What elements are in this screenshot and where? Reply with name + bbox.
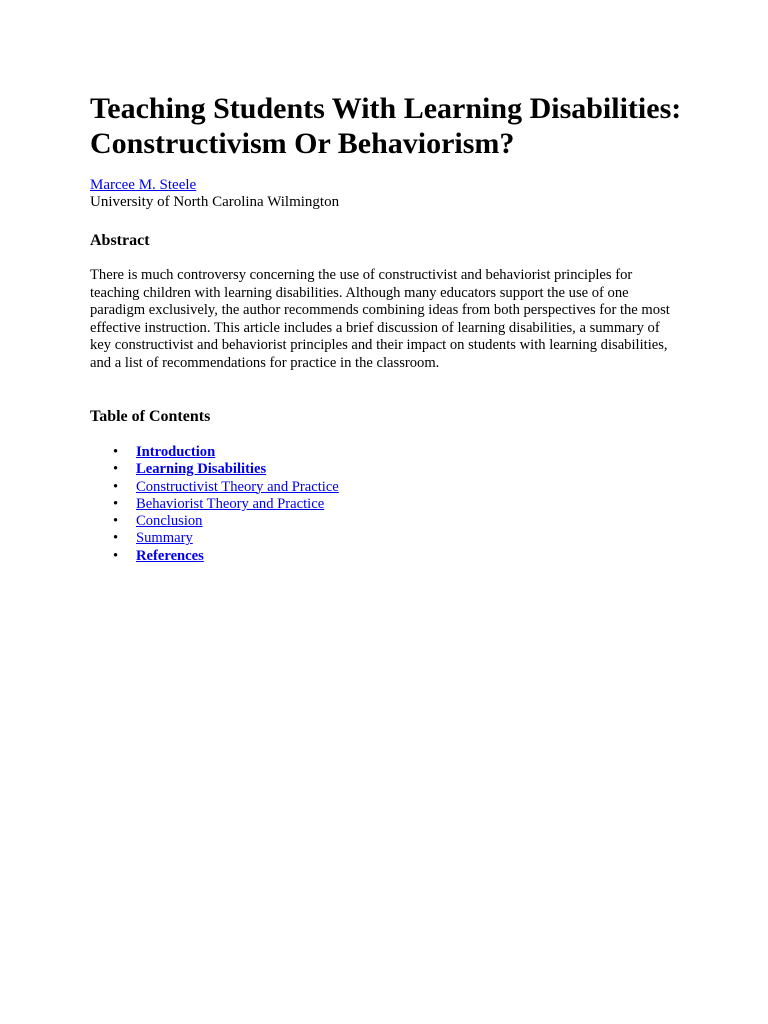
bullet-icon: • <box>113 478 119 495</box>
toc-link-constructivist-theory[interactable]: Constructivist Theory and Practice <box>136 478 339 495</box>
toc-item-learning-disabilities <box>113 461 339 478</box>
abstract-text: There is much controversy concerning the use of constructivist and behaviorist principles for teaching children with learning disabilities. Although many educators support the use of one paradigm exclusively, the author recommends combining ideas from both perspectives for the most effective instruction. This article includes a brief discussion of learning disabilities, a summary of key constructivist and behaviorist principles and their impact on students with learning disabilities, and a list of recommendations for practice in the classroom. <box>90 267 670 371</box>
toc-link-learning-disabilities[interactable]: Learning Disabilities <box>136 461 267 478</box>
toc-item-introduction <box>113 444 339 461</box>
toc-item-constructivist-theory <box>113 478 339 496</box>
author-affiliation: University of North Carolina Wilmington <box>90 194 340 210</box>
toc-item-behaviorist-theory <box>113 495 339 513</box>
table-of-contents <box>90 444 339 565</box>
author-link[interactable]: Marcee M. Steele <box>90 177 197 193</box>
toc-item-conclusion <box>113 513 339 530</box>
toc-item-references <box>113 547 339 565</box>
toc-link-summary[interactable]: Summary <box>136 530 193 547</box>
bullet-icon: • <box>113 530 119 547</box>
bullet-icon: • <box>113 547 119 564</box>
bullet-icon: • <box>113 461 119 478</box>
author-block <box>90 177 339 211</box>
bullet-icon: • <box>113 495 119 512</box>
toc-link-introduction[interactable]: Introduction <box>136 444 216 460</box>
bullet-icon: • <box>113 444 119 460</box>
toc-item-summary <box>113 530 339 547</box>
toc-link-conclusion[interactable]: Conclusion <box>136 513 203 530</box>
page-title: Teaching Students With Learning Disabilities: Constructivism Or Behaviorism? <box>90 92 682 160</box>
toc-link-references[interactable]: References <box>136 547 204 564</box>
bullet-icon: • <box>113 513 119 530</box>
abstract-heading: Abstract <box>90 232 150 249</box>
toc-heading: Table of Contents <box>90 408 211 425</box>
toc-link-behaviorist-theory[interactable]: Behaviorist Theory and Practice <box>136 495 325 512</box>
